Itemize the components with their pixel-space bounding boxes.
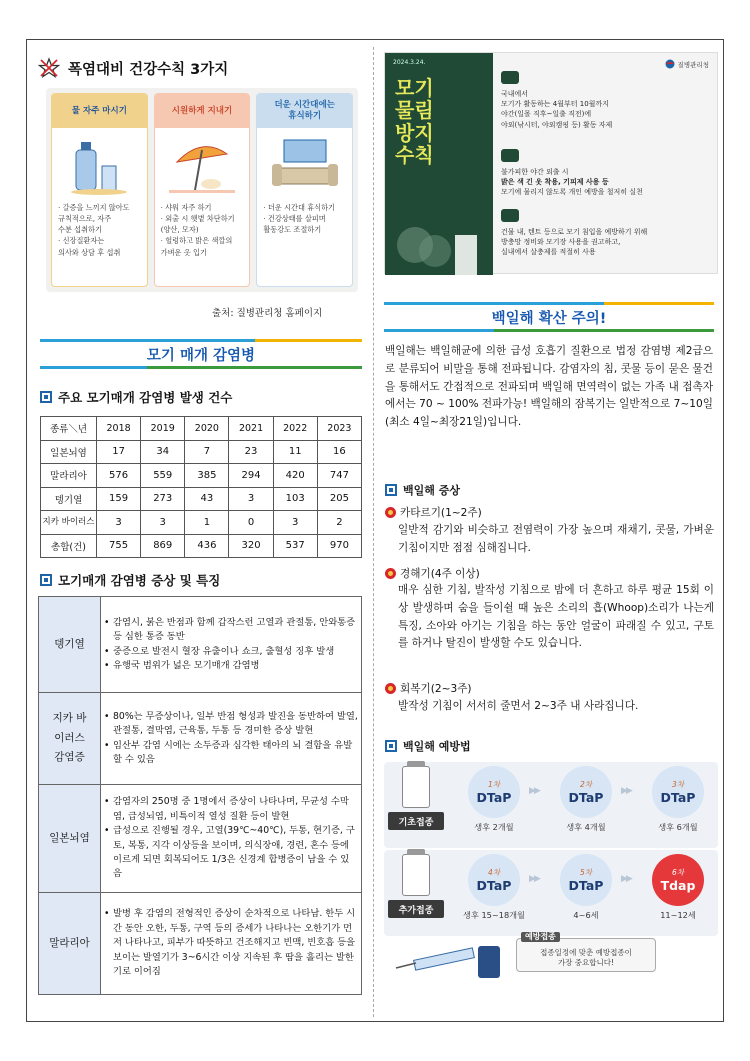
table-cell: 34 — [141, 440, 185, 464]
dose-age: 생후 6개월 — [658, 822, 698, 832]
table-cell: 970 — [317, 534, 361, 558]
spray-icon — [385, 215, 493, 275]
table-cell: 1 — [185, 511, 229, 535]
arrow-icon: ▶▶ — [621, 874, 631, 884]
table-cell: 559 — [141, 464, 185, 488]
disease-name: 지카 바이러스 감염증 — [39, 693, 101, 785]
table-cell: 755 — [97, 534, 141, 558]
stage-heading: 카타르기(1~2주) — [385, 505, 482, 520]
disease-name: 일본뇌염 — [39, 785, 101, 893]
table-row — [39, 597, 362, 693]
stage-heading: 회복기(2~3주) — [385, 681, 472, 696]
stage-text: 일반적 감기와 비슷하고 전염력이 가장 높으며 재채기, 콧물, 가벼운 기침이지만 점점 심해집니다. — [398, 524, 714, 554]
warning-star-icon — [38, 57, 60, 79]
poster-title: 모기 물림 방지 수칙 — [395, 76, 434, 168]
dose-badge: 1차 DTaP — [468, 766, 520, 818]
rule-caption: 시원하게 지내기 — [155, 94, 250, 128]
table-row — [41, 511, 362, 535]
square-bullet-icon — [40, 391, 52, 403]
disease-description — [101, 597, 362, 693]
table-cell: 16 — [317, 440, 361, 464]
rule-caption: 물 자주 마시기 — [52, 94, 147, 128]
year-header: 2021 — [229, 417, 273, 441]
table-cell: 576 — [97, 464, 141, 488]
parasol-icon — [155, 128, 250, 200]
table-cell: 3 — [229, 487, 273, 511]
corner-cell: 종류＼년 — [41, 417, 97, 441]
table-row — [41, 440, 362, 464]
screen-icon — [501, 209, 519, 222]
list-item: • 발병 후 감염의 전형적인 증상이 순차적으로 나타남. 한두 시간 동안 오한, 두통, 구역 등의 증세가 나타나는 오한기가 먼저 나타나고, 피부가 따뜻하고 건조해지고 빈맥, 빈호흡 등을 보이는 발열기가 3~6시간 이상 지속된 후 땀을 흘리는 발한기로 이어짐 — [104, 907, 358, 979]
year-header: 2020 — [185, 417, 229, 441]
vaccine-vial-icon — [402, 854, 430, 896]
list-item: • 중증으로 발전시 혈장 유출이나 쇼크, 출혈성 징후 발생 — [104, 645, 358, 659]
table-cell: 273 — [141, 487, 185, 511]
rule-card-rest — [256, 93, 353, 287]
disease-name: 말라리아 — [39, 893, 101, 995]
column-divider — [373, 47, 374, 1017]
dose-age: 생후 15~18개월 — [463, 910, 525, 920]
mosquito-ribbon: 모기 매개 감염병 — [40, 339, 362, 369]
table-cell: 869 — [141, 534, 185, 558]
row-label: 뎅기열 — [41, 487, 97, 511]
table-cell: 320 — [229, 534, 273, 558]
year-header: 2018 — [97, 417, 141, 441]
basic-vaccination-row — [384, 762, 718, 848]
poster-banner — [385, 53, 493, 275]
year-header: 2019 — [141, 417, 185, 441]
note-text: 접종일정에 맞춘 예방접종이 가장 중요합니다! — [540, 948, 632, 967]
basic-label: 기초접종 — [388, 812, 444, 830]
list-item: • 감염자의 250명 중 1명에서 증상이 나타나며, 무균성 수막염, 급성뇌염, 비특이적 열성 질환 등이 발현 — [104, 795, 358, 824]
booster-vaccination-row — [384, 850, 718, 936]
prevention-heading: 백일해 예방법 — [385, 738, 471, 754]
table-row — [39, 693, 362, 785]
heatwave-title: 폭염대비 건강수칙 3가지 — [38, 57, 228, 79]
table-cell: 420 — [273, 464, 317, 488]
disease-description — [101, 893, 362, 995]
dose-age: 11~12세 — [660, 910, 696, 920]
table-cell: 17 — [97, 440, 141, 464]
poster-rule: 불가피한 야간 외출 시 밝은 색 긴 옷 착용, 기피제 사용 등 모기에 물리지 않도록 개인 예방을 철저히 실천 — [501, 149, 711, 198]
flower-bullet-icon — [385, 507, 396, 518]
table-cell: 2 — [317, 511, 361, 535]
row-label: 총합(건) — [41, 534, 97, 558]
table-row — [39, 893, 362, 995]
stage-text: 매우 심한 기침, 발작성 기침으로 밤에 더 흔하고 하루 평균 15회 이상 발생하며 숨을 들이쉴 때 높은 소리의 흡(Whoop)소리가 나는게 특징, 소아와 아기는 기침을 하는 동안 얼굴이 파래질 수 있고, 구토를 하거나 탈진이 발생할 수도 있습니다. — [398, 584, 714, 650]
syringe-icon — [394, 938, 506, 982]
year-header: 2022 — [273, 417, 317, 441]
table-cell: 747 — [317, 464, 361, 488]
disease-name: 뎅기열 — [39, 597, 101, 693]
vaccine-vial-icon — [402, 766, 430, 808]
table-cell: 205 — [317, 487, 361, 511]
pertussis-ribbon: 백일해 확산 주의! — [384, 302, 714, 332]
rule-caption: 더운 시간대에는 휴식하기 — [257, 94, 352, 128]
booster-label: 추가접종 — [388, 900, 444, 918]
table-cell: 294 — [229, 464, 273, 488]
rule-card-water — [51, 93, 148, 287]
pertussis-intro: 백일해는 백일해균에 의한 급성 호흡기 질환으로 법정 감염병 제2급으로 분류되어 비말을 통해 전파됩니다. 감염자의 침, 콧물 등이 묻은 물건을 통해서도 간접적으로 전파되며 백일해 면역력이 없는 가족 내 접촉자에서는 70 ~ 100% 전파가능! 백일해의 잠복기는 일반적으로 7~10일 (최소 4일~최장21일)입니다. — [385, 345, 713, 429]
list-item: • 임산부 감염 시에는 소두증과 심각한 태아의 뇌 결함을 유발할 수 있음 — [104, 739, 358, 768]
table-row — [41, 487, 362, 511]
stage-heading: 경해기(4주 이상) — [385, 566, 480, 581]
symptoms-heading: 모기매개 감염병 증상 및 특징 — [40, 571, 220, 589]
table-cell: 3 — [273, 511, 317, 535]
agency-logo-icon — [665, 59, 675, 69]
flower-bullet-icon — [385, 568, 396, 579]
table-row — [39, 785, 362, 893]
square-bullet-icon — [40, 574, 52, 586]
list-item: • 80%는 무증상이나, 일부 반점 형성과 발진을 동반하여 발열, 관절통, 결막염, 근육통, 두통 등 경미한 증상 발현 — [104, 710, 358, 739]
rule-text: · 갈증을 느끼지 않아도 규칙적으로, 자주 수분 섭취하기 · 신장질환자는 의사와 상담 후 섭취 — [58, 203, 130, 257]
table-cell: 103 — [273, 487, 317, 511]
dose-badge: 3차 DTaP — [652, 766, 704, 818]
list-item: • 유행국 범위가 넓은 모기매개 감염병 — [104, 659, 358, 673]
table-cell: 43 — [185, 487, 229, 511]
table-row — [41, 464, 362, 488]
dose-badge: 6차 Tdap — [652, 854, 704, 906]
square-bullet-icon — [385, 484, 397, 496]
table-row — [41, 534, 362, 558]
heatwave-rules — [46, 88, 358, 292]
note-title: 예방접종 — [521, 932, 560, 942]
sofa-icon — [257, 128, 352, 200]
dose-badge: 5차 DTaP — [560, 854, 612, 906]
table-cell: 3 — [97, 511, 141, 535]
table-cell: 3 — [141, 511, 185, 535]
disease-description — [101, 785, 362, 893]
square-bullet-icon — [385, 740, 397, 752]
clothing-icon — [501, 149, 519, 162]
table-cell: 537 — [273, 534, 317, 558]
poster-rule: 국내에서 모기가 활동하는 4월부터 10월까지 야간(일몰 직후~일출 직전)에 야외(낚시터, 야외캠핑 등) 활동 자제 — [501, 71, 711, 130]
list-item: • 급성으로 진행될 경우, 고열(39℃~40℃), 두통, 현기증, 구토, 복통, 지각 이상등을 보이며, 의식장애, 경련, 혼수 등에 이르게 되면 회복되어도 1/3은 신경계 합병증이 남을 수 있음 — [104, 824, 358, 882]
table-cell: 159 — [97, 487, 141, 511]
list-item: • 감염시, 붉은 반점과 함께 갑작스런 고열과 관절통, 안와통증 등 심한 통증 동반 — [104, 616, 358, 645]
table-cell: 11 — [273, 440, 317, 464]
dose-age: 생후 2개월 — [474, 822, 514, 832]
calendar-icon — [501, 71, 519, 84]
stage-text: 발작성 기침이 서서히 줄면서 2~3주 내 사라집니다. — [398, 700, 639, 712]
dose-age: 생후 4개월 — [566, 822, 606, 832]
arrow-icon: ▶▶ — [529, 874, 539, 884]
vaccination-note — [516, 932, 656, 972]
table-cell: 436 — [185, 534, 229, 558]
poster-rule: 건물 내, 텐트 등으로 모기 침입을 예방하기 위해 방충망 정비와 모기장 사용을 권고하고, 실내에서 살충제를 적절히 사용 — [501, 209, 711, 258]
dose-badge: 4차 DTaP — [468, 854, 520, 906]
stats-heading: 주요 모기매개 감염병 발생 건수 — [40, 388, 232, 406]
table-cell: 7 — [185, 440, 229, 464]
flower-bullet-icon — [385, 683, 396, 694]
mosquito-bite-poster — [384, 52, 718, 274]
dose-age: 4~6세 — [573, 910, 599, 920]
disease-description — [101, 693, 362, 785]
dose-badge: 2차 DTaP — [560, 766, 612, 818]
poster-date: 2024.3.24. — [393, 59, 426, 66]
row-label: 일본뇌염 — [41, 440, 97, 464]
rule-text: · 더운 시간대 휴식하기 · 건강상태를 살피며 활동강도 조절하기 — [263, 203, 335, 235]
incidence-table — [40, 416, 362, 558]
row-label: 지카 바이러스 — [41, 511, 97, 535]
rule-text: · 샤워 자주 하기 · 외출 시 햇볕 차단하기 (양산, 모자) · 헐렁하고 밝은 색깔의 가벼운 옷 입기 — [160, 203, 235, 257]
source-note: 출처: 질병관리청 홈페이지 — [212, 308, 323, 319]
water-bottle-icon — [52, 128, 147, 200]
table-cell: 385 — [185, 464, 229, 488]
arrow-icon: ▶▶ — [621, 786, 631, 796]
table-cell: 0 — [229, 511, 273, 535]
table-header-row — [41, 417, 362, 441]
agency-logo: 질병관리청 — [665, 59, 709, 69]
table-cell: 23 — [229, 440, 273, 464]
vaccine-schedule — [384, 758, 718, 988]
pertussis-symptoms-heading: 백일해 증상 — [385, 482, 460, 498]
arrow-icon: ▶▶ — [529, 786, 539, 796]
symptoms-table — [38, 596, 362, 995]
row-label: 말라리아 — [41, 464, 97, 488]
year-header: 2023 — [317, 417, 361, 441]
rule-card-cool — [154, 93, 251, 287]
